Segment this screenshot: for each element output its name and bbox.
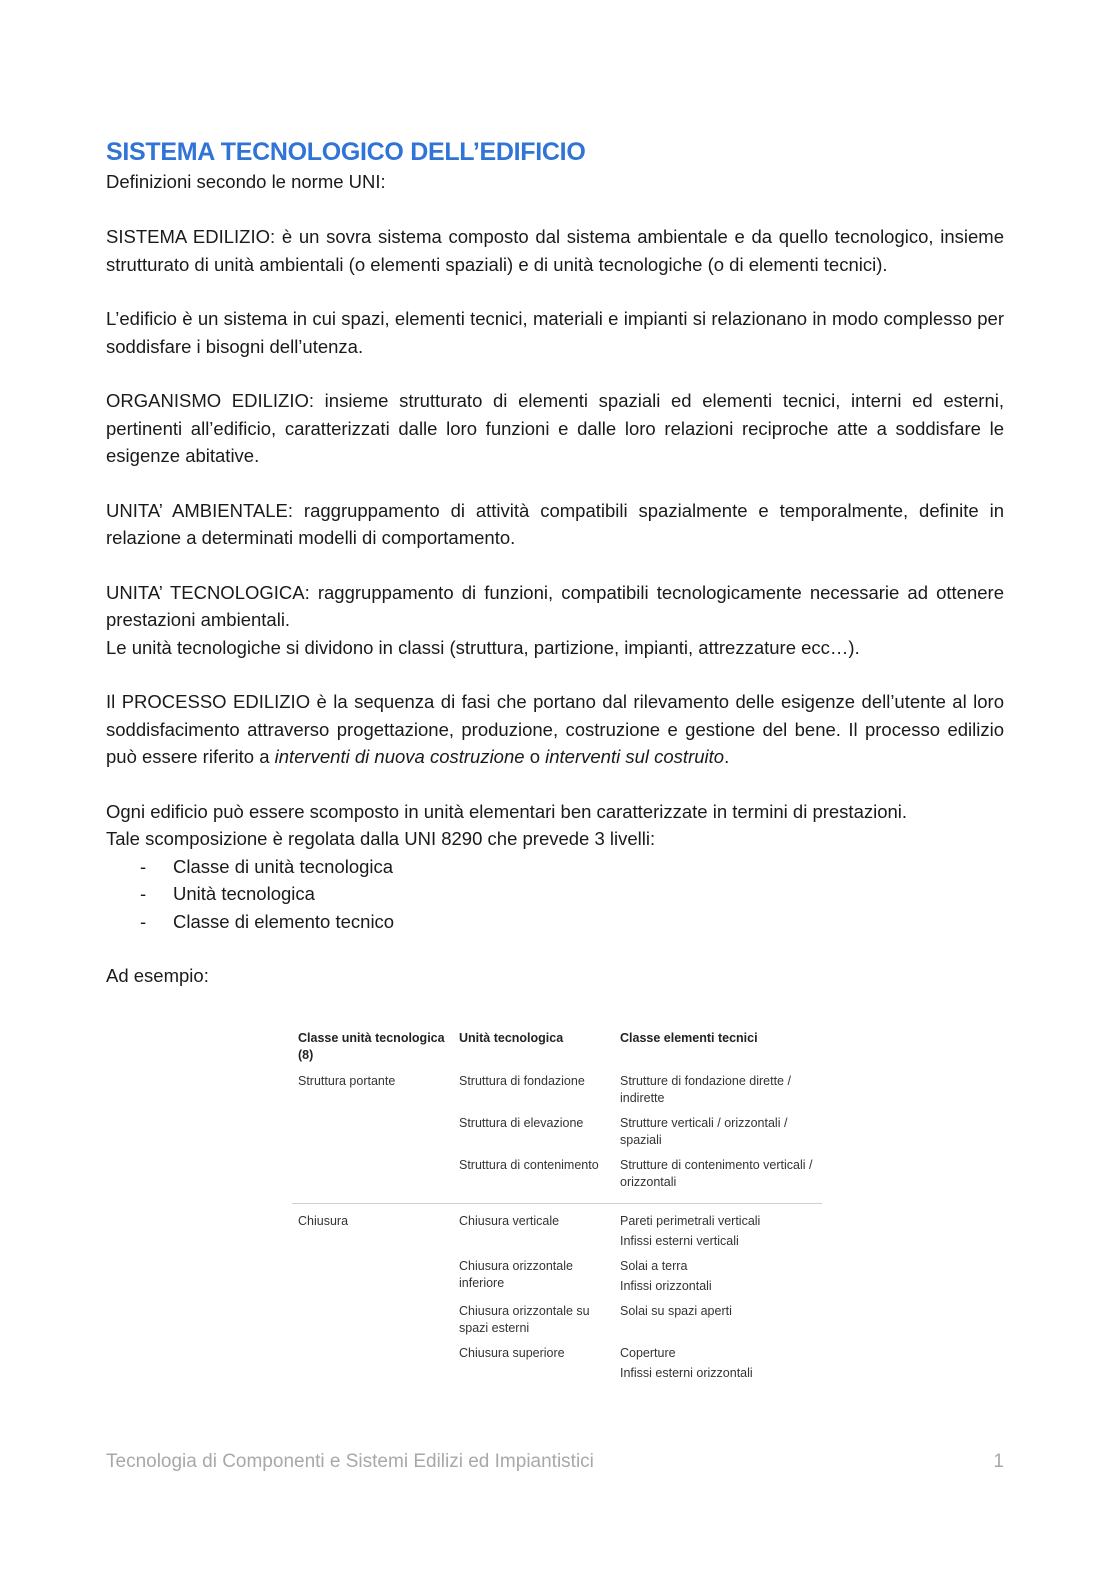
- processo-text-mid: o: [524, 746, 546, 767]
- cell-elements: [614, 1255, 822, 1300]
- element-line: Infissi esterni verticali: [620, 1234, 739, 1248]
- page-content: [106, 136, 1004, 990]
- element-line: Solai a terra: [620, 1259, 688, 1273]
- footer-course-title: Tecnologia di Componenti e Sistemi Edilizi ed Impiantistici: [106, 1451, 594, 1472]
- paragraph-organismo-edilizio: ORGANISMO EDILIZIO: insieme strutturato di elementi spaziali ed elementi tecnici, interni ed esterni, pertinenti all’edificio, caratterizzati dalle loro funzioni e dalle loro relazioni reciproche atte a soddisfare le esigenze abitative.: [106, 390, 1004, 466]
- processo-text-end: .: [724, 746, 730, 767]
- paragraph-processo-edilizio: [106, 688, 1004, 771]
- cell-class: Chiusura: [298, 1214, 349, 1228]
- paragraph-unita-tecnologica: UNITA’ TECNOLOGICA: raggruppamento di funzioni, compatibili tecnologicamente necessarie ad ottenere prestazioni ambientali.: [106, 581, 1004, 630]
- paragraph-scomposizione: Ogni edificio può essere scomposto in unità elementari ben caratterizzate in termini di prestazioni.: [106, 800, 908, 822]
- bullet-dash: -: [140, 883, 147, 904]
- cell-elements: [614, 1300, 822, 1342]
- example-label: Ad esempio:: [106, 965, 209, 986]
- cell-elements: Strutture di fondazione dirette / indirette: [620, 1074, 791, 1105]
- page-number: 1: [993, 1451, 1004, 1472]
- subtitle: Definizioni secondo le norme UNI:: [106, 171, 386, 192]
- list-item: [106, 908, 1004, 936]
- uni-8290-table-image: [292, 1026, 822, 1387]
- element-line: Infissi esterni orizzontali: [620, 1366, 753, 1380]
- header-classe-unita: Classe unità tecnologica (8): [298, 1031, 445, 1062]
- table-row: [292, 1255, 822, 1300]
- list-item-text: Unità tecnologica: [173, 883, 315, 904]
- levels-list: [106, 853, 1004, 936]
- processo-em-nuova-costruzione: interventi di nuova costruzione: [274, 746, 525, 767]
- element-line: Infissi orizzontali: [620, 1279, 712, 1293]
- cell-elements: Strutture di contenimento verticali / orizzontali: [620, 1158, 813, 1189]
- cell-unit: Chiusura verticale: [459, 1214, 560, 1228]
- header-classe-elementi: Classe elementi tecnici: [620, 1031, 758, 1045]
- page-title: SISTEMA TECNOLOGICO DELL’EDIFICIO: [106, 138, 586, 166]
- cell-unit: Chiusura orizzontale su spazi esterni: [459, 1304, 590, 1335]
- separator-line: [292, 1203, 822, 1204]
- cell-unit: Chiusura superiore: [459, 1346, 565, 1360]
- list-item: [106, 880, 1004, 908]
- cell-unit: Struttura di fondazione: [459, 1074, 585, 1088]
- cell-unit: Struttura di elevazione: [459, 1116, 584, 1130]
- table-row: [292, 1300, 822, 1342]
- bullet-dash: -: [140, 910, 147, 932]
- paragraph-edificio: L’edificio è un sistema in cui spazi, elementi tecnici, materiali e impianti si relazionano in modo complesso per soddisfare i bisogni dell’utenza.: [106, 308, 1004, 357]
- list-item-text: Classe di elemento tecnico: [173, 910, 395, 932]
- bullet-dash: -: [140, 855, 147, 877]
- list-item: [106, 853, 1004, 881]
- processo-text-start: Il PROCESSO EDILIZIO è la sequenza di fasi che portano dal rilevamento delle esigenze dell’utente al loro soddisfacimento attraverso progettazione, produzione, costruzione e gestione del bene. Il processo edilizio può essere riferito a: [106, 691, 1004, 767]
- list-item-text: Classe di unità tecnologica: [173, 855, 394, 877]
- cell-elements: [614, 1342, 822, 1387]
- cell-unit: Chiusura orizzontale inferiore: [459, 1259, 573, 1290]
- element-line: Pareti perimetrali verticali: [620, 1214, 761, 1228]
- processo-em-costruito: interventi sul costruito: [545, 746, 725, 767]
- element-line: Coperture: [620, 1346, 676, 1360]
- cell-unit: Struttura di contenimento: [459, 1158, 599, 1172]
- table-row: [292, 1210, 822, 1255]
- uni-8290-table: [292, 1026, 822, 1387]
- table-row: [292, 1154, 822, 1196]
- paragraph-unita-tecnologiche-classi: Le unità tecnologiche si dividono in classi (struttura, partizione, impianti, attrezzature ecc…).: [106, 636, 860, 658]
- element-line: Solai su spazi aperti: [620, 1304, 732, 1318]
- cell-elements: [614, 1210, 822, 1255]
- table-row: [292, 1112, 822, 1154]
- table-header-row: [292, 1026, 822, 1070]
- table-row: [292, 1070, 822, 1112]
- cell-class: Struttura portante: [298, 1074, 396, 1088]
- paragraph-unita-ambientale: UNITA’ AMBIENTALE: raggruppamento di attività compatibili spazialmente e temporalmente, definite in relazione a determinati modelli di comportamento.: [106, 499, 1004, 548]
- paragraph-sistema-edilizio: SISTEMA EDILIZIO: è un sovra sistema composto dal sistema ambientale e da quello tecnologico, insieme strutturato di unità ambientali (o elementi spaziali) e di unità tecnologiche (o di elementi tecnici).: [106, 226, 1004, 275]
- cell-elements: Strutture verticali / orizzontali / spaziali: [620, 1116, 788, 1147]
- paragraph-uni-8290: Tale scomposizione è regolata dalla UNI 8290 che prevede 3 livelli:: [106, 828, 656, 849]
- table-separator: [292, 1196, 822, 1210]
- header-unita-tecnologica: Unità tecnologica: [459, 1031, 564, 1045]
- table-row: [292, 1342, 822, 1387]
